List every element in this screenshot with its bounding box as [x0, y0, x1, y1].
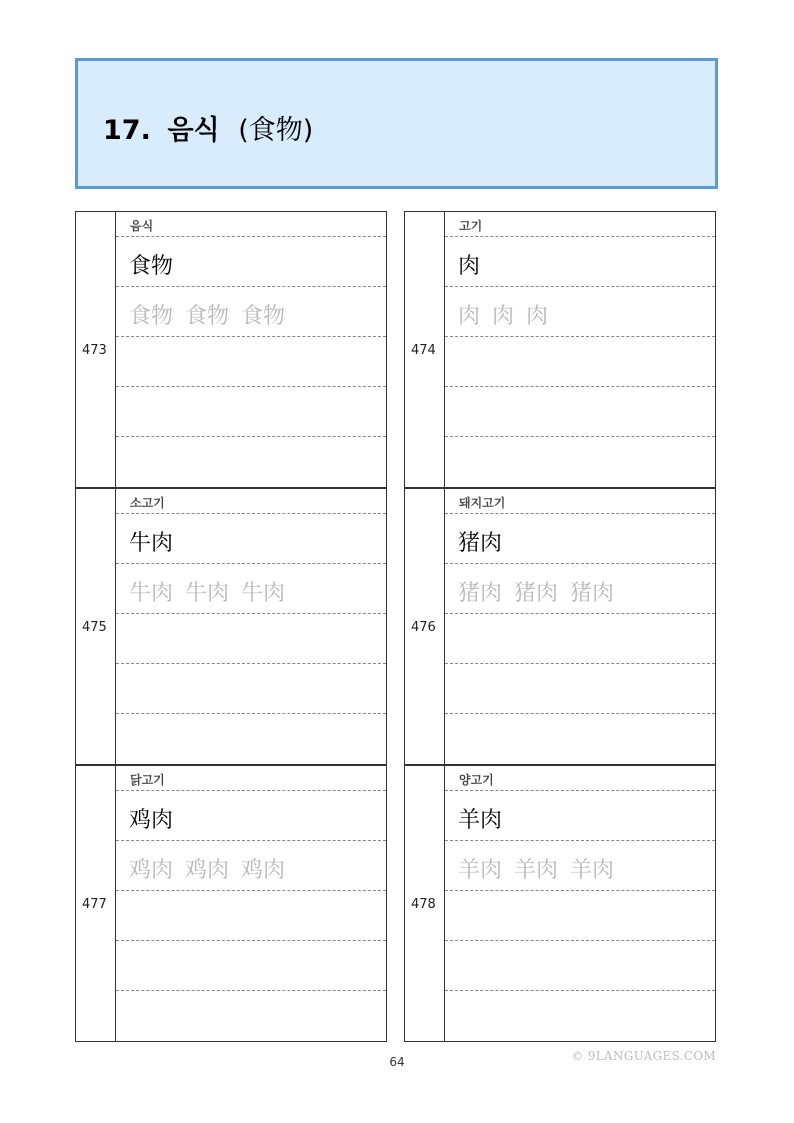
- trace-words: [129, 299, 297, 330]
- word-row: [445, 791, 715, 841]
- practice-row[interactable]: [445, 337, 715, 387]
- chinese-word: 肉: [458, 254, 481, 279]
- card-index: 478: [411, 897, 436, 912]
- index-column: [405, 212, 445, 487]
- korean-label: 양고기: [459, 773, 494, 787]
- trace-row: [116, 841, 386, 891]
- trace-word: 食物: [185, 304, 230, 329]
- index-column: [76, 766, 116, 1041]
- practice-row[interactable]: [445, 941, 715, 991]
- copyright-notice: © 9LANGUAGES.COM: [571, 1049, 716, 1063]
- practice-row[interactable]: [116, 387, 386, 437]
- practice-row[interactable]: [116, 664, 386, 714]
- chinese-word: 食物: [129, 254, 174, 279]
- trace-words: [129, 576, 297, 607]
- section-korean-title: 음식: [167, 115, 220, 146]
- vocab-card: [404, 765, 716, 1042]
- korean-label: 고기: [459, 219, 483, 233]
- index-column: [405, 766, 445, 1041]
- index-column: [76, 489, 116, 764]
- practice-row[interactable]: [116, 991, 386, 1041]
- korean-label-row: [445, 212, 715, 237]
- trace-word: 食物: [241, 304, 286, 329]
- trace-word: 鸡肉: [241, 858, 286, 883]
- trace-word: 肉: [458, 304, 481, 329]
- korean-label-row: [445, 489, 715, 514]
- trace-row: [445, 841, 715, 891]
- trace-words: [458, 853, 626, 884]
- word-row: [445, 237, 715, 287]
- trace-word: 鸡肉: [185, 858, 230, 883]
- practice-row[interactable]: [116, 941, 386, 991]
- chinese-word: 猪肉: [458, 531, 503, 556]
- section-number: 17.: [103, 115, 151, 146]
- trace-word: 食物: [129, 304, 174, 329]
- page-number: 64: [389, 1055, 405, 1069]
- word-row: [116, 514, 386, 564]
- practice-row[interactable]: [445, 387, 715, 437]
- trace-word: 鸡肉: [129, 858, 174, 883]
- trace-word: 羊肉: [570, 858, 615, 883]
- trace-word: 牛肉: [241, 581, 286, 606]
- chinese-word: 羊肉: [458, 808, 503, 833]
- trace-word: 羊肉: [514, 858, 559, 883]
- trace-words: [458, 299, 560, 330]
- trace-word: 羊肉: [458, 858, 503, 883]
- trace-words: [129, 853, 297, 884]
- practice-row[interactable]: [116, 714, 386, 764]
- index-column: [405, 489, 445, 764]
- practice-row[interactable]: [116, 337, 386, 387]
- practice-row[interactable]: [445, 991, 715, 1041]
- trace-word: 肉: [526, 304, 549, 329]
- trace-row: [445, 287, 715, 337]
- practice-row[interactable]: [116, 891, 386, 941]
- trace-row: [116, 287, 386, 337]
- vocab-card: [404, 211, 716, 488]
- section-chinese-title: (食物): [238, 115, 314, 146]
- practice-row[interactable]: [116, 437, 386, 487]
- word-row: [116, 237, 386, 287]
- korean-label: 돼지고기: [459, 496, 506, 510]
- trace-words: [458, 576, 626, 607]
- trace-row: [445, 564, 715, 614]
- korean-label-row: [445, 766, 715, 791]
- card-index: 477: [82, 897, 107, 912]
- practice-row[interactable]: [445, 614, 715, 664]
- korean-label: 음식: [130, 219, 154, 233]
- trace-word: 猪肉: [458, 581, 503, 606]
- korean-label-row: [116, 489, 386, 514]
- korean-label-row: [116, 212, 386, 237]
- section-header: [75, 58, 718, 189]
- practice-row[interactable]: [445, 437, 715, 487]
- chinese-word: 牛肉: [129, 531, 174, 556]
- chinese-word: 鸡肉: [129, 808, 174, 833]
- vocab-card: [75, 211, 387, 488]
- card-index: 474: [411, 343, 436, 358]
- trace-word: 猪肉: [514, 581, 559, 606]
- card-index: 476: [411, 620, 436, 635]
- vocab-card: [75, 488, 387, 765]
- trace-row: [116, 564, 386, 614]
- trace-word: 牛肉: [185, 581, 230, 606]
- korean-label: 소고기: [130, 496, 165, 510]
- korean-label: 닭고기: [130, 773, 165, 787]
- vocab-card: [404, 488, 716, 765]
- practice-row[interactable]: [445, 664, 715, 714]
- section-title: [103, 108, 313, 147]
- practice-row[interactable]: [116, 614, 386, 664]
- trace-word: 肉: [492, 304, 515, 329]
- vocab-card: [75, 765, 387, 1042]
- word-row: [445, 514, 715, 564]
- card-index: 473: [82, 343, 107, 358]
- word-row: [116, 791, 386, 841]
- korean-label-row: [116, 766, 386, 791]
- trace-word: 牛肉: [129, 581, 174, 606]
- trace-word: 猪肉: [570, 581, 615, 606]
- practice-row[interactable]: [445, 891, 715, 941]
- practice-row[interactable]: [445, 714, 715, 764]
- index-column: [76, 212, 116, 487]
- card-index: 475: [82, 620, 107, 635]
